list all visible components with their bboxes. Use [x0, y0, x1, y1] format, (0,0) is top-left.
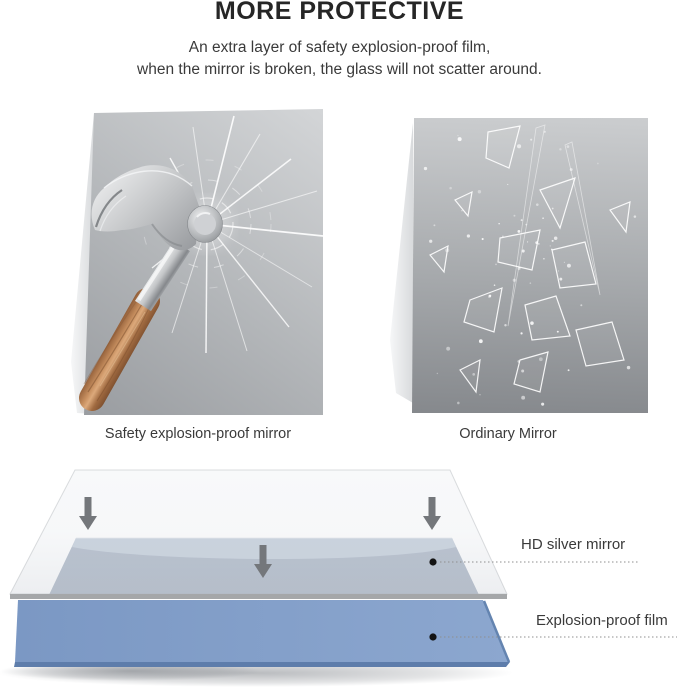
page-title: MORE PROTECTIVE [214, 0, 465, 25]
safety-mirror-illustration [55, 100, 335, 420]
label-hd-silver-mirror: HD silver mirror [521, 536, 626, 553]
glass-sheet-layer [10, 470, 507, 599]
subtitle-line-1: An extra layer of safety explosion-proof film, [188, 39, 491, 56]
subtitle-line-2: when the mirror is broken, the glass will not scatter around. [137, 61, 542, 78]
label-explosion-proof-film: Explosion-proof film [536, 612, 668, 629]
caption-ordinary-mirror: Ordinary Mirror [459, 426, 557, 442]
leader-dot [429, 633, 436, 640]
explosion-proof-film-layer [14, 600, 510, 667]
caption-safety-mirror: Safety explosion-proof mirror [104, 426, 292, 442]
layer-diagram [0, 460, 679, 699]
mirror-fold-edge [390, 123, 413, 403]
leader-dot [429, 558, 436, 565]
subtitle [0, 37, 679, 81]
ordinary-mirror-illustration [375, 105, 660, 420]
